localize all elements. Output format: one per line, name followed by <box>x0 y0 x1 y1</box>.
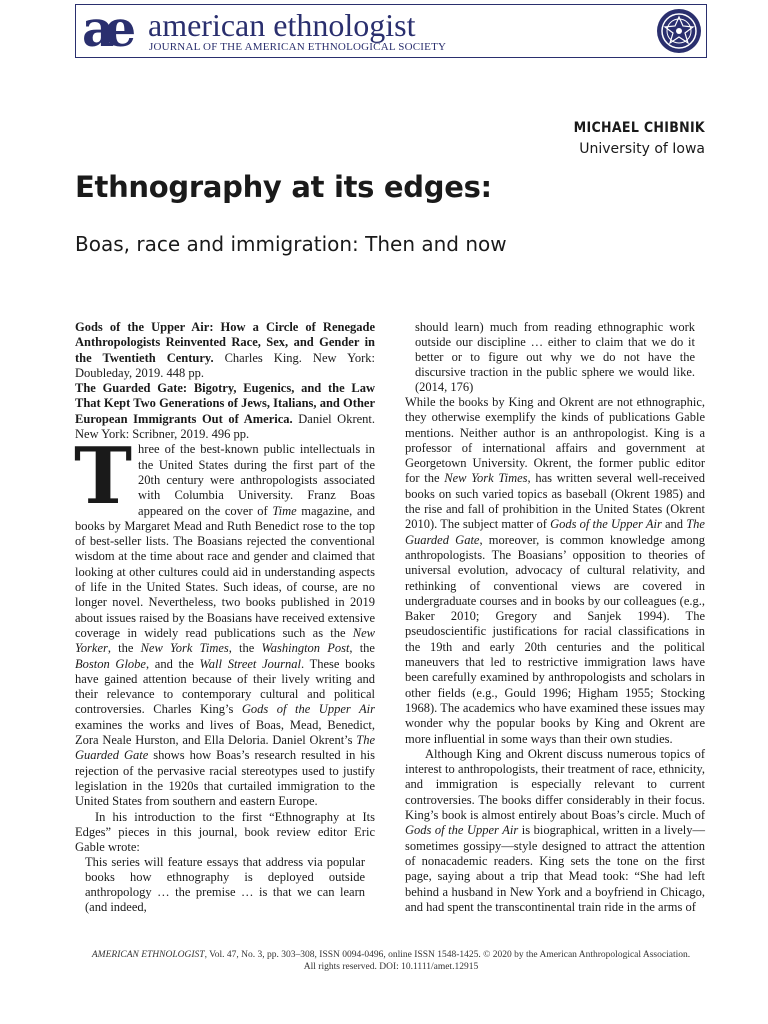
italic-title: Gods of the Upper Air <box>550 517 662 532</box>
body-paragraph-1 <box>74 431 376 809</box>
italic-title: The Guarded Gate <box>405 517 705 547</box>
text-run: . These books have gained attention because of their lively writing and their relevance to contemporary cultural and political controversies. Charles King’s <box>75 656 375 717</box>
book-citation-2 <box>75 381 375 442</box>
text-run: Although King and Okrent discuss numerous topics of interest to anthropologists, their treatment of race, ethnicity, and immigration is especially relevant to current controversies. The books differ considerably in their focus. King’s book is almost entirely about Boas’s circle. Much of <box>405 746 705 823</box>
text-run: While the books by King and Okrent are not ethnographic, they otherwise exemplify the kinds of publications Gable mentions. Neither author is an anthropologist. King is a professor of international affairs and government at Georgetown University. Okrent, the former public editor for the <box>405 395 705 486</box>
text-run: examines the works and lives of Boas, Mead, Benedict, Zora Neale Hurston, and Ella Deloria. Daniel Okrent’s <box>75 717 375 748</box>
text-run: , and the <box>145 656 200 671</box>
text-run: shows how Boas’s research resulted in his rejection of the pervasive racial stereotypes used to justify legislation in the 1920s that curtailed immigration to the United States from southern and eastern Europe. <box>75 748 375 809</box>
book-title: Gods of the Upper Air: How a Circle of Renegade Anthropologists Reinvented Race, Sex, and Gender in the Twentieth Century. <box>75 320 375 365</box>
text-run: hree of the best-known public intellectuals in the United States during the first part of the 20th century were anthropologists associated with Columbia University. Franz Boas appeared on the cover of <box>138 442 375 518</box>
society-seal-icon <box>656 8 702 54</box>
italic-title: Time <box>272 503 297 518</box>
journal-masthead <box>75 0 707 58</box>
italic-title: Gods of the Upper Air <box>241 702 376 717</box>
italic-title: Gods of the Upper Air <box>405 823 519 838</box>
book-citation-1 <box>75 320 375 381</box>
journal-title: american ethnologist <box>148 7 416 43</box>
author-block <box>574 118 705 160</box>
article-subtitle: Boas, race and immigration: Then and now <box>75 232 507 256</box>
journal-logo-mark: ae <box>82 0 127 58</box>
italic-title: Wall Street Journal <box>199 656 301 671</box>
body-paragraph-2: In his introduction to the first “Ethnography at Its Edges” pieces in this journal, book review editor Eric Gable wrote: <box>75 809 375 855</box>
book-details: Daniel Okrent. New York: Scribner, 2019. 496 pp. <box>75 411 376 442</box>
footer-journal-name: AMERICAN ETHNOLOGIST <box>91 950 205 960</box>
text-run: magazine, and books by Margaret Mead and Ruth Benedict rose to the top of best-seller lists. The Boasians rejected the conventional wisdom at the time about race and gender and claimed that looking at other cultures could aid in understanding aspects of life in the United States. Such ideas, of course, are no longer novel. Nevertheless, two books published in 2019 about issues raised by the Boasians have received extensive coverage in widely read publications such as the <box>75 503 375 640</box>
drop-cap: T <box>74 431 133 523</box>
text-run: , the <box>107 641 141 656</box>
book-details: Charles King. New York: Doubleday, 2019. 448 pp. <box>75 350 375 380</box>
page-footer <box>75 949 707 973</box>
left-column <box>75 320 375 915</box>
journal-subtitle: JOURNAL OF THE AMERICAN ETHNOLOGICAL SOCIETY <box>149 41 447 53</box>
footer-rights-line: All rights reserved. DOI: 10.1111/amet.12915 <box>303 962 479 972</box>
block-quote-end: should learn) much from reading ethnographic work outside our discipline … either to claim that we do it better or to figure out why we do not have the discursive traction in the public sphere we would like. (2014, 176) <box>415 320 695 394</box>
italic-title: The Guarded Gate <box>75 733 375 763</box>
author-name: MICHAEL CHIBNIK <box>573 120 705 136</box>
right-column <box>405 320 705 915</box>
text-run: , has written several well-received books on such varied topics as baseball (Okrent 1985) and the rise and fall of prohibition in the United States (Okrent 2010). The subject matter of <box>405 471 705 532</box>
text-run: , the <box>349 641 375 656</box>
italic-title: New Yorker <box>75 625 375 656</box>
italic-title: New York Times <box>444 471 528 486</box>
author-affiliation: University of Iowa <box>579 141 705 157</box>
text-run: , the <box>228 641 262 656</box>
block-quote-start: This series will feature essays that address via popular books how ethnography is deployed outside anthropology … the premise … is that we can learn (and indeed, <box>85 855 365 915</box>
text-run: is biographical, written in a lively—sometimes gossipy—style designed to attract the attention of nonacademic readers. King sets the tone on the first page, saying about a trip that Mead took: “She had left behind a husband in New York and a boyfriend in Chicago, and had spent the transcontinental train ride in the arms of <box>405 823 705 914</box>
body-paragraph-3 <box>405 395 705 747</box>
book-title: The Guarded Gate: Bigotry, Eugenics, and the Law That Kept Two Generations of Jews, Italians, and Other European Immigrants Out of America. <box>75 381 375 426</box>
italic-title: Washington Post <box>261 641 350 656</box>
footer-citation-line <box>75 949 707 961</box>
footer-citation: , Vol. 47, No. 3, pp. 303–308, ISSN 0094-0496, online ISSN 1548-1425. © 2020 by the American Anthropological Association. <box>204 950 691 960</box>
article-title: Ethnography at its edges: <box>75 170 492 204</box>
italic-title: Boston Globe <box>75 656 146 671</box>
italic-title: New York Times <box>140 641 229 656</box>
text-run: , moreover, is common knowledge among anthropologists. The Boasians’ opposition to theories of universal evolution, advocacy of cultural relativity, and rethinking of conventional views are covered in undergraduate courses and in books by our colleagues (e.g., Baker 2010; Gregory and Sanjek 1994). The pseudoscientific justifications for racial classifications in the 19th and early 20th centuries and the political maneuvers that led to restrictive immigration laws have been carefully examined by anthropologists and scholars in other fields (e.g., Gould 1996; Higham 1955; Stocking 1968). The academics who have examined these issues may wonder why the popular books by King and Okrent are more influential in some ways than their own studies. <box>405 532 705 746</box>
body-paragraph-4 <box>405 747 705 915</box>
text-run: and <box>661 517 687 532</box>
